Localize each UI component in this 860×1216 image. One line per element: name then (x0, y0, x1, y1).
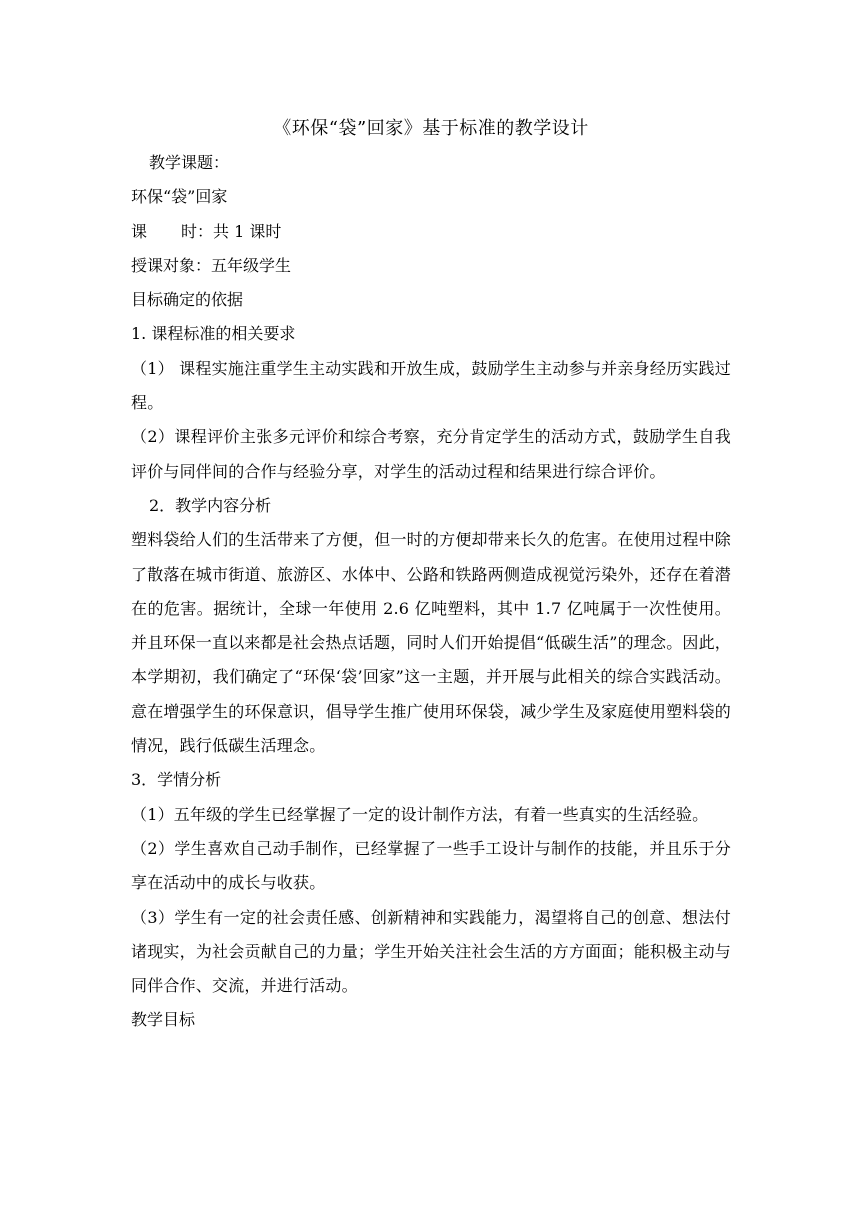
section3-item1: （1）五年级的学生已经掌握了一定的设计制作方法，有着一些真实的生活经验。 (131, 804, 709, 824)
class-hours-value: 时：共 1 课时 (181, 221, 282, 241)
section3-item2: （2）学生喜欢自己动手制作，已经掌握了一些手工设计与制作的技能，并且乐于分享在活动中的成长与收获。 (131, 838, 731, 893)
objectives-heading: 教学目标 (131, 1010, 196, 1030)
section2-body: 塑料袋给人们的生活带来了方便，但一时的方便却带来长久的危害。在使用过程中除了散落在城市街道、旅游区、水体中、公路和铁路两侧造成视觉污染外，还存在着潜在的危害。据统计，全球一年使用 2.6 亿吨塑料，其中 1.7 亿吨属于一次性使用。并且环保一直以来都是社会热点话题，同时人们开始提倡“低碳生活”的理念。因此，本学期初，我们确定了“环保‘袋’回家”这一主题，并开展与此相关的综合实践活动。意在增强学生的环保意识，倡导学生推广使用环保袋，减少学生及家庭使用塑料袋的情况，践行低碳生活理念。 (131, 530, 731, 756)
section3-item3: （3）学生有一定的社会责任感、创新精神和实践能力，渴望将自己的创意、想法付诸现实，为社会贡献自己的力量；学生开始关注社会生活的方方面面；能积极主动与同伴合作、交流，并进行活动。 (131, 907, 731, 996)
class-hours (131, 215, 731, 249)
section1-item2: （2）课程评价主张多元评价和综合考察，充分肯定学生的活动方式，鼓励学生自我评价与同伴间的合作与经验分享，对学生的活动过程和结果进行综合评价。 (131, 427, 731, 481)
section2-heading: 2．教学内容分析 (149, 495, 272, 515)
audience: 授课对象：五年级学生 (131, 255, 292, 275)
lesson-topic: 环保“袋”回家 (131, 187, 228, 207)
document-title: 《环保“袋”回家》基于标准的教学设计 (273, 118, 589, 139)
class-hours-label: 课 (131, 221, 148, 241)
section1-item1: （1） 课程实施注重学生主动实践和开放生成，鼓励学生主动参与并亲身经历实践过程。 (131, 358, 731, 413)
section3-heading: 3．学情分析 (131, 770, 222, 790)
document-body (131, 112, 731, 1038)
basis-heading: 目标确定的依据 (131, 290, 244, 310)
lesson-topic-label: 教学课题： (149, 153, 230, 172)
section1-heading: 1. 课程标准的相关要求 (131, 324, 296, 344)
